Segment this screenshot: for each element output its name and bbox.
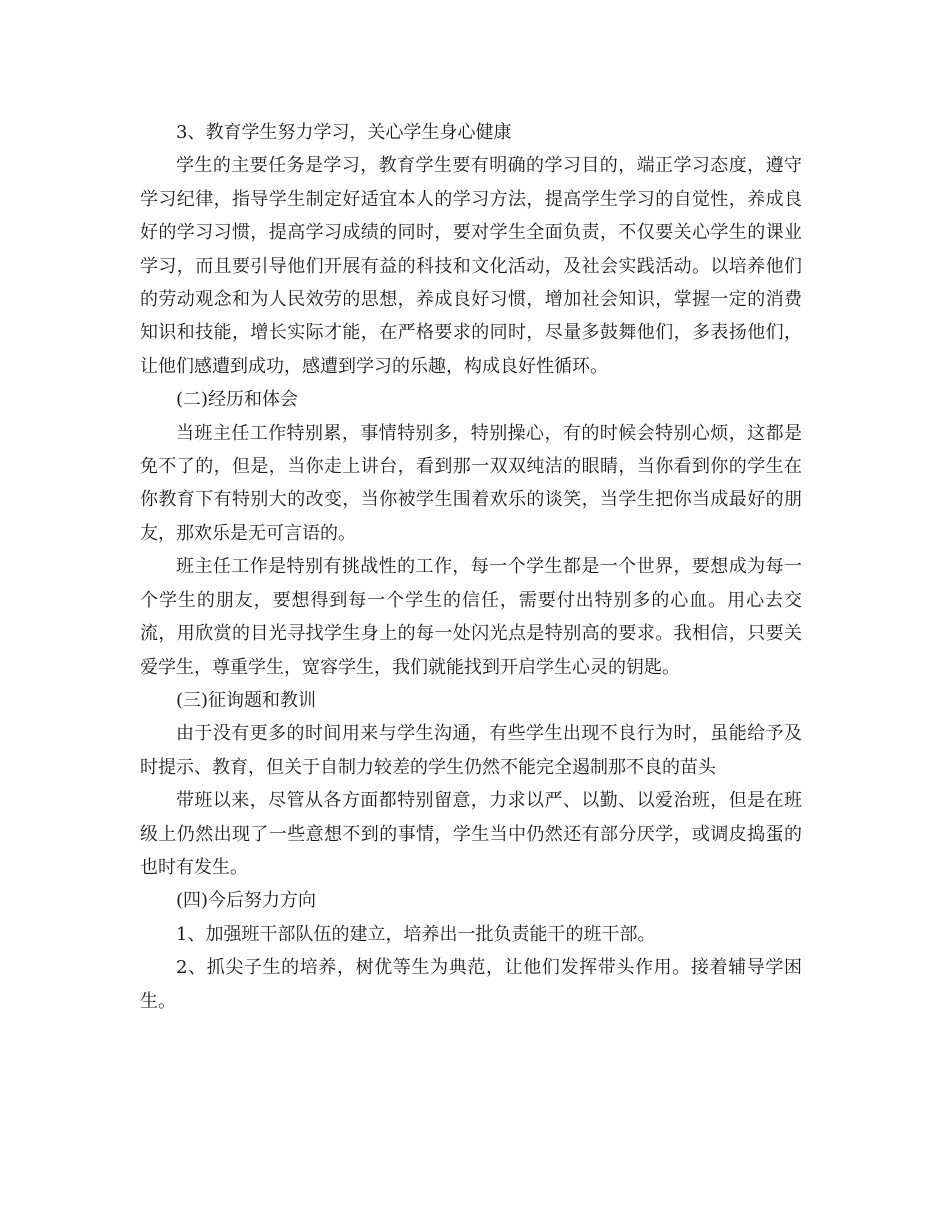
paragraph-learning-tasks: 学生的主要任务是学习，教育学生要有明确的学习目的，端正学习态度，遵守学习纪律，指导学生制定好适宜本人的学习方法，提高学生学习的自觉性，养成良好的学习习惯，提高学习成绩的同时，要对学生全面负责，不仅要关心学生的课业学习，而且要引导他们开展有益的科技和文化活动，及社会实践活动。以培养他们的劳动观念和为人民效劳的思想，养成良好习惯，增加社会知识，掌握一定的消费知识和技能，增长实际才能，在严格要求的同时，尽量多鼓舞他们，多表扬他们，让他们感遭到成功，感遭到学习的乐趣，构成良好性循环。 (140, 155, 802, 377)
paragraph-class-management: 带班以来，尽管从各方面都特别留意，力求以严、以勤、以爱治班，但是在班级上仍然出现了一些意想不到的事情，学生当中仍然还有部分厌学，或调皮捣蛋的也时有发生。 (140, 790, 802, 878)
list-item-top-students: 2、抓尖子生的培养，树优等生为典范，让他们发挥带头作用。接着辅导学困生。 (140, 957, 802, 1012)
paragraph-teacher-feelings: 当班主任工作特别累，事情特别多，特别操心，有的时候会特别心烦，这都是免不了的，但是，当你走上讲台，看到那一双双纯洁的眼睛，当你看到你的学生在你教育下有特别大的改变，当你被学生围着欢乐的谈笑，当学生把你当成最好的朋友，那欢乐是无可言语的。 (140, 422, 802, 544)
paragraph-communication: 由于没有更多的时间用来与学生沟通，有些学生出现不良行为时，虽能给予及时提示、教育，但关于自制力较差的学生仍然不能完全遏制那不良的苗头 (140, 723, 802, 778)
paragraph-challenge: 班主任工作是特别有挑战性的工作，每一个学生都是一个世界，要想成为每一个学生的朋友，要想得到每一个学生的信任，需要付出特别多的心血。用心去交流，用欣赏的目光寻找学生身上的每一处闪光点是特别高的要求。我相信，只要关爱学生，尊重学生，宽容学生，我们就能找到开启学生心灵的钥匙。 (140, 556, 802, 678)
list-item-class-leaders: 1、加强班干部队伍的建立，培养出一批负责能干的班干部。 (176, 923, 656, 945)
section-heading-experience: (二)经历和体会 (176, 389, 299, 411)
section-heading-problems: (三)征询题和教训 (176, 689, 317, 711)
section-heading-future: (四)今后努力方向 (176, 890, 317, 912)
document-body (140, 116, 802, 1018)
heading-education-health: 3、教育学生努力学习，关心学生身心健康 (176, 122, 512, 143)
